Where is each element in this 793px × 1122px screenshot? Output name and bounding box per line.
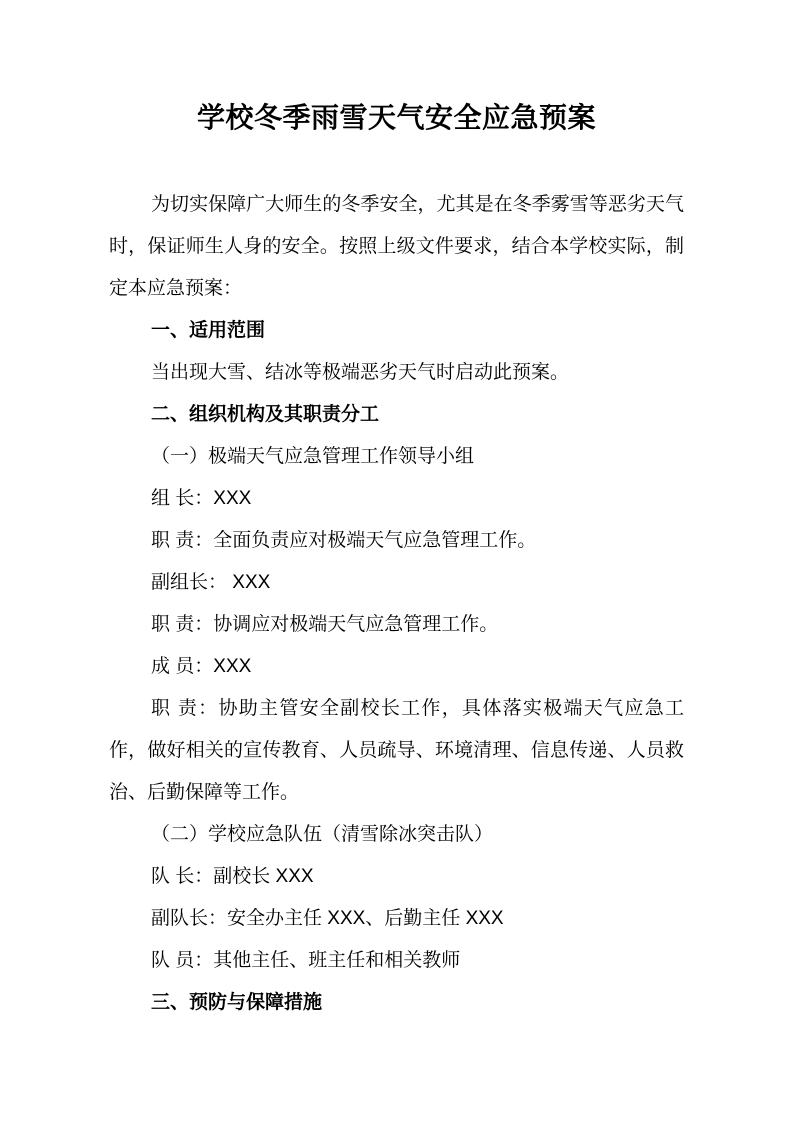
body-paragraph: 副队长：安全办主任 XXX、后勤主任 XXX [151,908,504,929]
body-paragraph: 职 责：全面负责应对极端天气应急管理工作。 [151,530,537,551]
section-heading-2: 二、组织机构及其职责分工 [151,404,380,425]
body-paragraph: 副组长： XXX [151,572,271,593]
body-paragraph: 队 员：其他主任、班主任和相关教师 [151,950,461,971]
body-paragraph: 职 责：协助主管安全副校长工作，具体落实极端天气应急工作，做好相关的宣传教育、人员疏导、环境清理、信息传递、人员救治、后勤保障等工作。 [109,698,684,803]
body-paragraph: 成 员：XXX [151,656,252,677]
body-paragraph: （二）学校应急队伍（清雪除冰突击队） [151,824,494,845]
section-heading-3: 三、预防与保障措施 [151,992,323,1013]
body-paragraph: 职 责：协调应对极端天气应急管理工作。 [151,614,499,635]
body-paragraph: （一）极端天气应急管理工作领导小组 [151,446,475,467]
body-paragraph: 队 长：副校长 XXX [151,866,314,887]
body-paragraph: 组 长：XXX [151,488,252,509]
body-paragraph: 为切实保障广大师生的冬季安全，尤其是在冬季雾雪等恶劣天气时，保证师生人身的安全。按照上级文件要求，结合本学校实际，制定本应急预案： [109,194,684,299]
section-heading-1: 一、适用范围 [151,320,266,341]
document-title: 学校冬季雨雪天气安全应急预案 [196,102,596,133]
body-paragraph: 当出现大雪、结冰等极端恶劣天气时启动此预案。 [151,362,570,383]
